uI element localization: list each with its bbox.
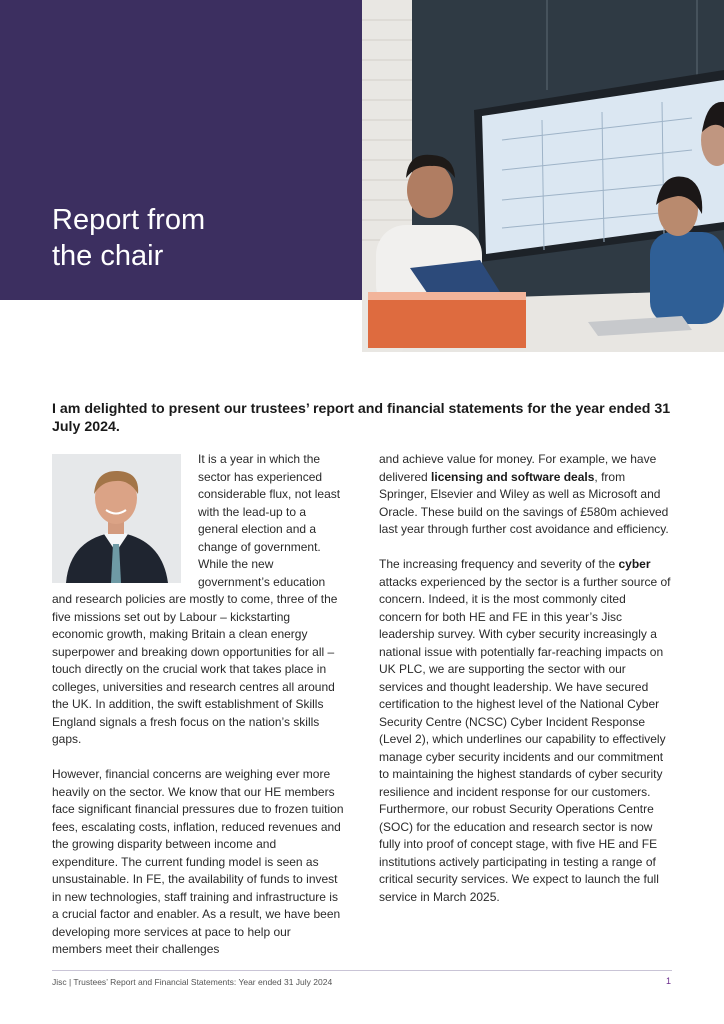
page-number: 1 (666, 976, 672, 986)
page-title-line-2: the chair (52, 240, 164, 272)
right-paragraph-2-text-a: The increasing frequency and severity of the (379, 557, 619, 571)
chair-portrait-illustration (52, 454, 181, 583)
left-paragraph-1: It is a year in which the sector has experienced considerable flux, not least with the lead-up to a general election and a change of government. While the new government’s education and research policies are mostly to come, three of the five missions set out by Labour – kickstarting economic growth, making Britain a clean energy superpower and breaking down opportunities for all – touch directly on the crucial work that takes place in colleges, universities and research centres all around the UK. In addition, the swift establishment of Skills England signals a fresh focus on the nation’s skills gaps. (52, 452, 341, 746)
licensing-deals-highlight: licensing and software deals (431, 469, 595, 484)
meeting-photo-illustration (362, 0, 724, 352)
right-paragraph-1 (379, 451, 671, 539)
hero-photo (362, 0, 724, 352)
right-paragraph-1-text-a: and achieve value for money. For example, we have delivered (379, 452, 657, 484)
page-title (52, 202, 342, 274)
right-paragraph-2 (379, 556, 671, 906)
footer-text: Jisc | Trustees’ Report and Financial Statements: Year ended 31 July 2024 (52, 977, 333, 987)
chair-portrait (52, 454, 181, 583)
cyber-highlight: cyber (618, 557, 651, 571)
page-title-line-1: Report from (52, 204, 206, 236)
right-paragraph-2-text-b: attacks experienced by the sector is a further source of concern. Indeed, it is the most commonly cited concern for both HE and FE in this year’s Jisc leadership survey. With cyber security increasingly a national issue with potentially far-reaching impacts on UK PLC, we are supporting the sector with our services and thought leadership. We have secured certification to the highest level of the National Cyber Security Centre (NCSC) Cyber Incident Response (Level 2), which underlines our capability to effectively manage cyber security incidents and our commitment to maintaining the highest standards of cyber security resilience and incident response for our customers. Furthermore, our robust Security Operations Centre (SOC) for the education and research sector is now fully into proof of concept stage, with five HE and FE institutions actively participating in testing a range of critical security services. We expect to launch the full service in March 2025. (379, 574, 671, 904)
right-column (379, 451, 671, 906)
footer-divider (52, 970, 672, 971)
intro-statement: I am delighted to present our trustees’ report and financial statements for the year ended 31 July 2024. (52, 401, 671, 435)
right-paragraph-1-text-b: , from Springer, Elsevier and Wiley as well as Microsoft and Oracle. These build on the savings of £580m achieved last year through further cost avoidance and efficiency. (379, 469, 669, 536)
left-column (52, 451, 344, 959)
left-paragraph-2: However, financial concerns are weighing ever more heavily on the sector. We know that our HE members face significant financial pressures due to frozen tuition fees, escalating costs, inflation, reduced revenues and the growing disparity between income and expenditure. The current funding model is seen as unsustainable. In FE, the availability of funds to invest in new technologies, staff training and infrastructure is a crucial factor and enabler. As a result, we have been developing more services at pace to help our members meet their challenges (52, 767, 344, 956)
